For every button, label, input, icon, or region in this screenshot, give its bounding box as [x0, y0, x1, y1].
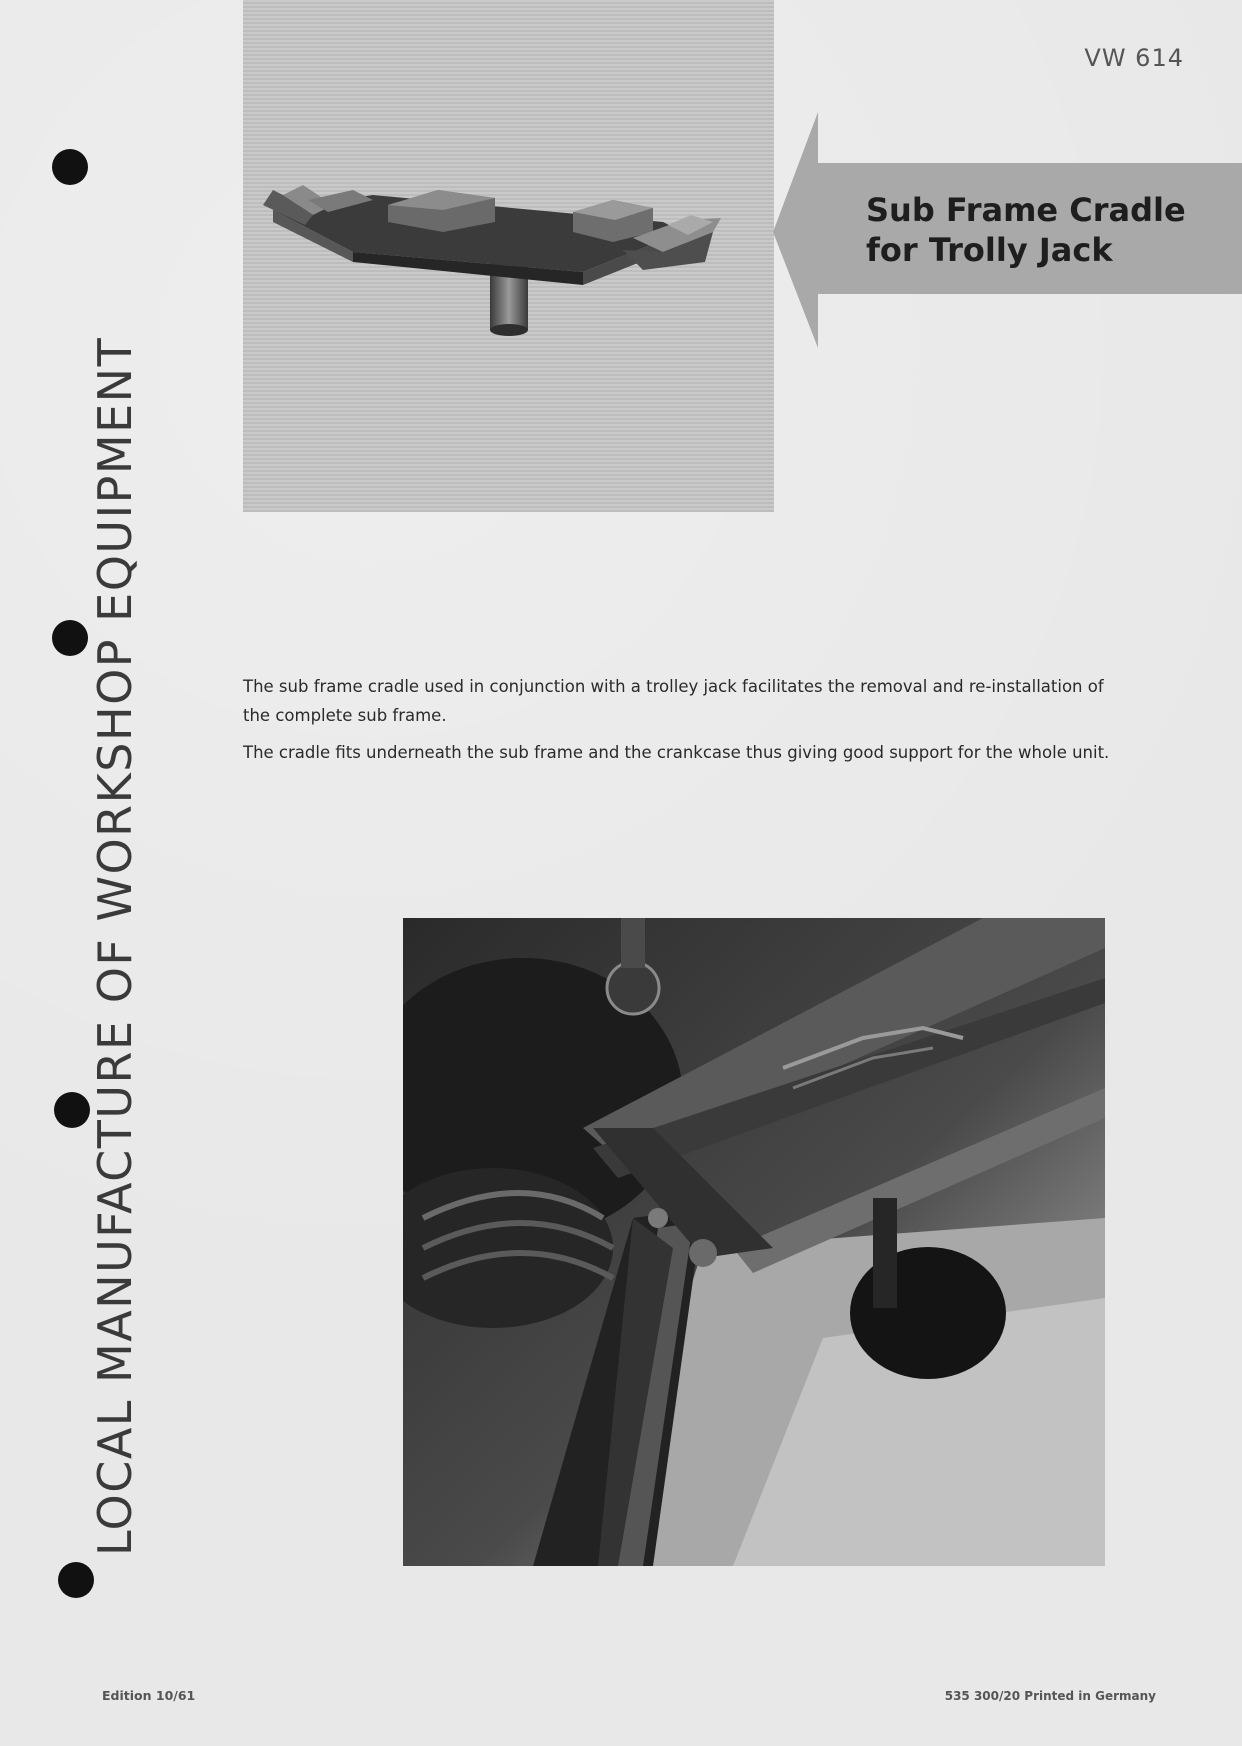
paragraph: The cradle fits underneath the sub frame and the crankcase thus giving good support for the whole unit.	[243, 743, 1110, 762]
document-code: VW 614	[1084, 44, 1184, 72]
page-title	[866, 190, 1186, 270]
binder-hole	[54, 1092, 90, 1128]
title-line-1: Sub Frame Cradle	[866, 191, 1186, 229]
cradle-photo	[243, 0, 774, 512]
usage-photo	[403, 918, 1105, 1566]
side-title: LOCAL MANUFACTURE OF WORKSHOP EQUIPMENT	[88, 336, 142, 1556]
binder-hole	[58, 1562, 94, 1598]
cradle-illustration	[243, 0, 774, 512]
description	[243, 672, 1123, 775]
binder-hole	[52, 149, 88, 185]
print-info: 535 300/20 Printed in Germany	[944, 1689, 1156, 1703]
edition-label: Edition 10/61	[102, 1688, 196, 1703]
title-line-2: for Trolly Jack	[866, 231, 1113, 269]
binder-hole	[52, 620, 88, 656]
sub-frame-illustration	[403, 918, 1105, 1566]
paragraph: The sub frame cradle used in conjunction with a trolley jack facilitates the removal and re-installation of the complete sub frame.	[243, 677, 1104, 725]
